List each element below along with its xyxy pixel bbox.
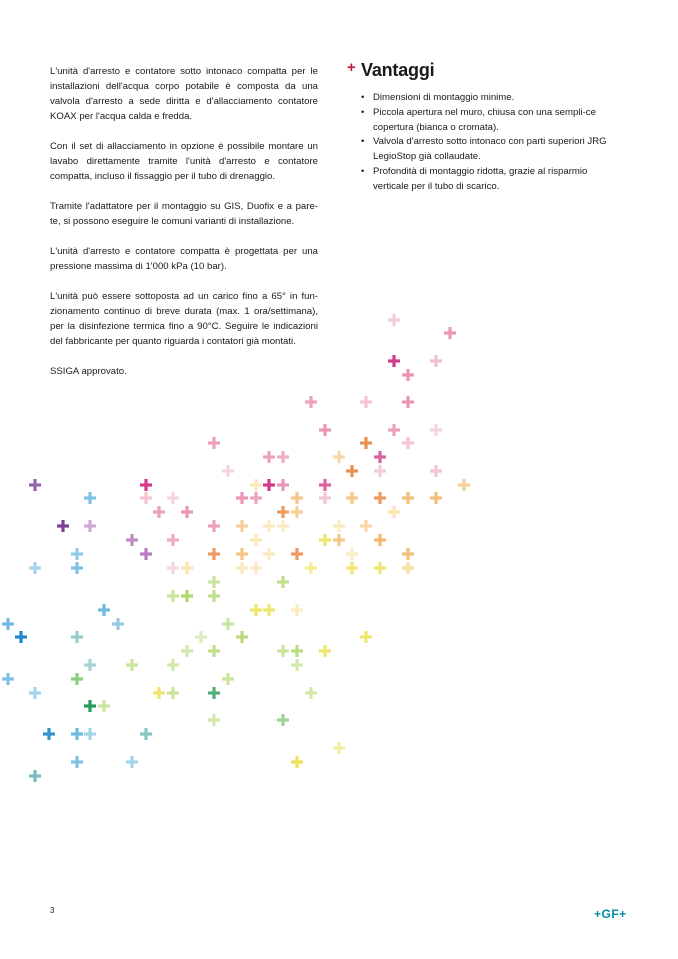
plus-icon <box>402 369 414 381</box>
advantage-item: • Valvola d'arresto sotto intonaco con parti superiori JRG LegioStop già collaudate. <box>347 135 617 165</box>
plus-icon <box>126 534 138 546</box>
paragraph-approval: SSIGA approvato. <box>50 366 127 377</box>
plus-icon <box>444 327 456 339</box>
plus-icon <box>126 756 138 768</box>
plus-icon <box>402 437 414 449</box>
plus-icon <box>263 548 275 560</box>
plus-icon <box>277 506 289 518</box>
plus-icon <box>430 465 442 477</box>
plus-icon <box>250 479 262 491</box>
plus-icon <box>388 355 400 367</box>
plus-icon <box>167 659 179 671</box>
paragraph-pressure: L'unità d'arresto e contatore compatta è progettata per una pressione massima di 1'000 kPa (10 bar). <box>50 246 318 272</box>
plus-icon <box>222 673 234 685</box>
plus-icon <box>29 479 41 491</box>
paragraph-intro: L'unità d'arresto e contatore sotto intonaco compatta per le installazioni dell'acqua corpo potabile è composta da una valvola d'arresto a sede diritta e d'allacciamento contatore KOAX per l'acqua calda e fredda. <box>50 66 318 122</box>
plus-icon <box>208 548 220 560</box>
plus-icon <box>277 520 289 532</box>
plus-icon <box>29 562 41 574</box>
plus-icon <box>43 728 55 740</box>
plus-icon <box>84 659 96 671</box>
plus-icon <box>57 520 69 532</box>
plus-icon <box>2 618 14 630</box>
plus-icon <box>319 645 331 657</box>
plus-icon <box>360 437 372 449</box>
plus-icon <box>222 465 234 477</box>
plus-icon <box>333 520 345 532</box>
plus-icon <box>277 451 289 463</box>
advantages-title: Vantaggi <box>361 60 435 80</box>
plus-icon <box>346 465 358 477</box>
plus-icon <box>236 631 248 643</box>
body-text <box>50 64 318 394</box>
plus-icon <box>388 314 400 326</box>
plus-icon <box>208 645 220 657</box>
paragraph-adapter: Tramite l'adattatore per il montaggio su GIS, Duofix e a pare-te, si possono eseguire le comuni varianti di installazione. <box>50 201 318 227</box>
plus-icon <box>140 548 152 560</box>
page-number: 3 <box>50 906 55 915</box>
plus-icon <box>167 687 179 699</box>
plus-icon <box>250 534 262 546</box>
plus-icon <box>208 437 220 449</box>
plus-icon <box>402 492 414 504</box>
advantage-item: • Dimensioni di montaggio minime. <box>347 91 617 106</box>
plus-icon <box>236 492 248 504</box>
plus-icon <box>430 424 442 436</box>
plus-icon <box>430 492 442 504</box>
gf-logo: +GF+ <box>594 907 627 921</box>
plus-icon <box>277 479 289 491</box>
plus-icon <box>360 396 372 408</box>
plus-icon <box>346 562 358 574</box>
plus-icon <box>71 631 83 643</box>
plus-icon <box>277 645 289 657</box>
plus-icon <box>374 534 386 546</box>
plus-icon <box>181 506 193 518</box>
plus-icon <box>374 451 386 463</box>
plus-icon <box>208 520 220 532</box>
plus-icon <box>263 479 275 491</box>
plus-icon <box>126 659 138 671</box>
plus-icon <box>208 590 220 602</box>
plus-icon <box>319 479 331 491</box>
plus-icon <box>263 520 275 532</box>
plus-icon <box>71 673 83 685</box>
plus-icon <box>263 451 275 463</box>
plus-icon <box>305 687 317 699</box>
plus-icon <box>236 562 248 574</box>
plus-icon <box>98 700 110 712</box>
plus-icon <box>84 492 96 504</box>
plus-icon <box>84 700 96 712</box>
plus-icon <box>222 618 234 630</box>
plus-icon <box>181 645 193 657</box>
plus-icon <box>374 465 386 477</box>
plus-icon <box>140 479 152 491</box>
advantage-item: • Piccola apertura nel muro, chiusa con una sempli-ce copertura (bianca o cromata). <box>347 106 617 136</box>
plus-icon <box>402 548 414 560</box>
plus-icon <box>291 645 303 657</box>
plus-icon <box>167 590 179 602</box>
plus-icon <box>71 562 83 574</box>
plus-icon <box>181 562 193 574</box>
plus-icon <box>208 576 220 588</box>
plus-icon <box>167 562 179 574</box>
plus-icon <box>291 604 303 616</box>
advantage-item: • Profondità di montaggio ridotta, grazie al risparmio verticale per il tubo di scarico. <box>347 165 617 195</box>
plus-icon <box>195 631 207 643</box>
plus-icon <box>71 756 83 768</box>
plus-icon <box>167 534 179 546</box>
plus-icon <box>374 562 386 574</box>
plus-icon <box>319 534 331 546</box>
plus-icon <box>71 728 83 740</box>
plus-icon <box>277 576 289 588</box>
plus-icon <box>208 714 220 726</box>
plus-icon <box>402 562 414 574</box>
plus-icon <box>236 548 248 560</box>
plus-icon <box>291 659 303 671</box>
plus-icon <box>333 534 345 546</box>
plus-icon <box>250 562 262 574</box>
plus-icon <box>388 506 400 518</box>
plus-icon <box>15 631 27 643</box>
plus-icon <box>402 396 414 408</box>
plus-icon <box>29 770 41 782</box>
plus-icon <box>333 451 345 463</box>
plus-icon <box>319 492 331 504</box>
plus-icon <box>291 492 303 504</box>
plus-icon <box>140 492 152 504</box>
plus-icon <box>2 673 14 685</box>
plus-icon <box>305 562 317 574</box>
plus-icon <box>360 631 372 643</box>
advantages-section <box>347 60 617 195</box>
plus-icon <box>291 506 303 518</box>
plus-icon <box>360 520 372 532</box>
plus-icon <box>98 604 110 616</box>
plus-icon <box>181 590 193 602</box>
plus-icon <box>208 687 220 699</box>
plus-icon <box>153 687 165 699</box>
plus-icon <box>84 520 96 532</box>
plus-icon <box>277 714 289 726</box>
paragraph-temperature: L'unità può essere sottoposta ad un carico fino a 65° in fun-zionamento continuo di breve durata (max. 1 ora/settimana), per la disinfezione termica fino a 90°C. Seguire le indicazioni del fabbricante per quanto riguarda i contatori già montati. <box>50 291 318 347</box>
plus-icon <box>236 520 248 532</box>
plus-icon <box>112 618 124 630</box>
plus-icon <box>374 492 386 504</box>
plus-icon <box>388 424 400 436</box>
plus-icon <box>250 492 262 504</box>
plus-icon <box>263 604 275 616</box>
plus-icon <box>346 548 358 560</box>
plus-icon <box>346 492 358 504</box>
plus-icon <box>71 548 83 560</box>
plus-icon <box>430 355 442 367</box>
paragraph-connection-set: Con il set di allacciamento in opzione è possibile montare un lavabo direttamente tramite l'unità d'arresto e contatore compatta, incluso il fissaggio per il tubo di drenaggio. <box>50 141 318 182</box>
plus-icon <box>291 756 303 768</box>
plus-icon <box>333 742 345 754</box>
plus-icon <box>291 548 303 560</box>
advantages-list <box>347 91 617 195</box>
plus-icon <box>29 687 41 699</box>
plus-icon <box>319 424 331 436</box>
plus-icon <box>167 492 179 504</box>
plus-icon <box>305 396 317 408</box>
plus-icon <box>458 479 470 491</box>
plus-icon <box>250 604 262 616</box>
plus-icon <box>84 728 96 740</box>
plus-icon <box>153 506 165 518</box>
plus-icon <box>140 728 152 740</box>
red-plus-icon: + <box>347 59 356 76</box>
